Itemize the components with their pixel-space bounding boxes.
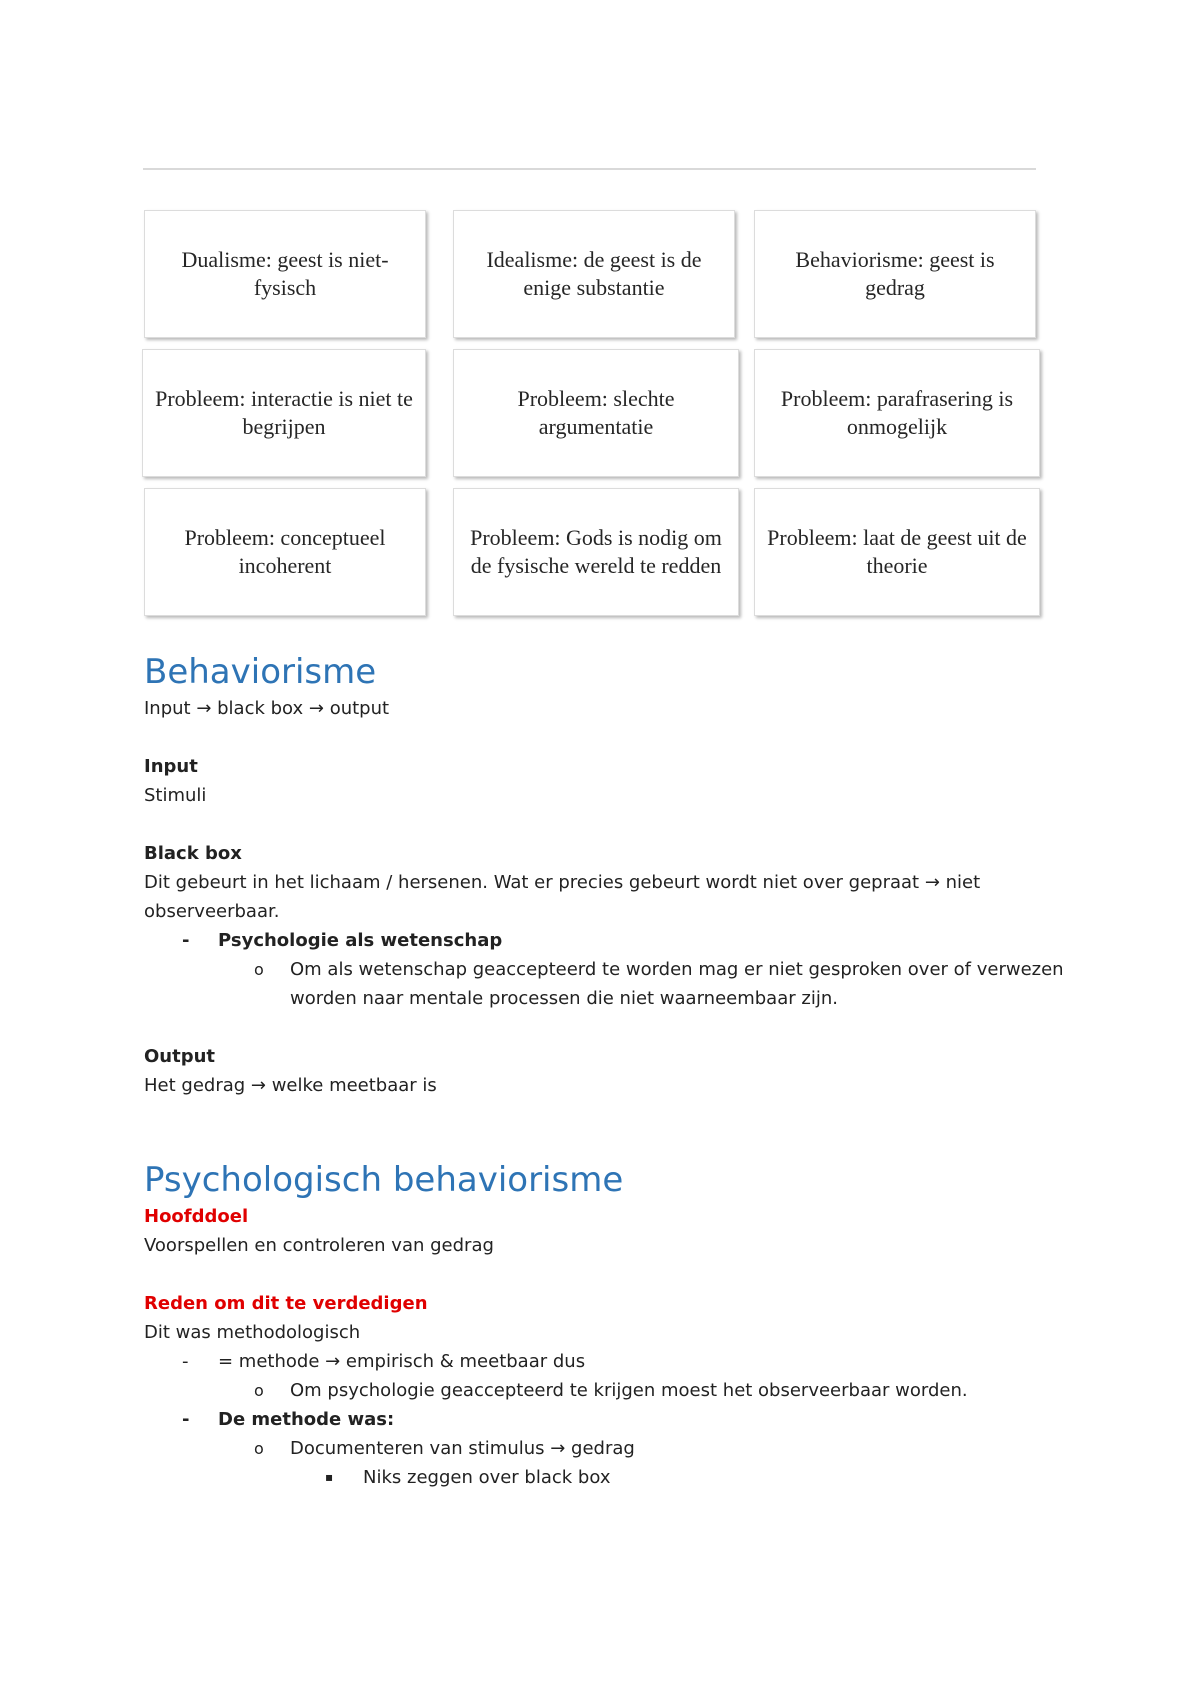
document-body [144,650,1084,1492]
input-text: Stimuli [144,785,207,806]
list-item: o Documenteren van stimulus → gedrag [144,1434,1084,1463]
list-item: - = methode → empirisch & meetbaar dus [144,1347,1084,1376]
philosophy-diagram [144,210,1040,616]
heading-behaviorisme: Behaviorisme [144,652,377,692]
list-item: o Om psychologie geaccepteerd te krijgen moest het observeerbaar worden. [144,1376,1084,1405]
box-probleem-argumentatie: Probleem: slechte argumentatie [453,349,739,477]
list-item: o Om als wetenschap geaccepteerd te worden mag er niet gesproken over of verwezen worden naar mentale processen die niet waarneembaar zijn. [144,955,1084,1013]
circle-marker: o [254,1381,264,1400]
list-item: ▪ Niks zeggen over black box [144,1463,1084,1492]
box-probleem-geest-uit-theorie: Probleem: laat de geest uit de theorie [754,488,1040,616]
box-idealisme: Idealisme: de geest is de enige substantie [453,210,735,338]
output-title: Output [144,1046,216,1067]
circle-marker: o [254,960,264,979]
blackbox-title: Black box [144,843,242,864]
dash-marker: - [182,930,190,951]
box-probleem-conceptueel: Probleem: conceptueel incoherent [144,488,426,616]
blackbox-text: Dit gebeurt in het lichaam / hersenen. Wat er precies gebeurt wordt niet over gepraat → niet observeerbaar. [144,872,981,922]
list-item: - De methode was: [144,1405,1084,1434]
list-item: - Psychologie als wetenschap [144,926,1084,955]
dash-marker: - [182,1351,189,1372]
dash-marker: - [182,1409,190,1430]
box-dualisme: Dualisme: geest is niet-fysisch [144,210,426,338]
flow-text: Input → black box → output [144,698,390,719]
heading-psychologisch-behaviorisme: Psychologisch behaviorisme [144,1160,624,1200]
header-rule [143,168,1036,170]
reden-title: Reden om dit te verdedigen [144,1293,428,1314]
square-marker: ▪ [325,1470,334,1484]
hoofddoel-text: Voorspellen en controleren van gedrag [144,1235,494,1256]
hoofddoel-title: Hoofddoel [144,1206,249,1227]
box-probleem-gods: Probleem: Gods is nodig om de fysische wereld te redden [453,488,739,616]
box-probleem-parafrasering: Probleem: parafrasering is onmogelijk [754,349,1040,477]
input-title: Input [144,756,198,777]
reden-text: Dit was methodologisch [144,1322,361,1343]
output-text: Het gedrag → welke meetbaar is [144,1075,437,1096]
box-probleem-interactie: Probleem: interactie is niet te begrijpen [142,349,426,477]
circle-marker: o [254,1439,264,1458]
box-behaviorisme: Behaviorisme: geest is gedrag [754,210,1036,338]
